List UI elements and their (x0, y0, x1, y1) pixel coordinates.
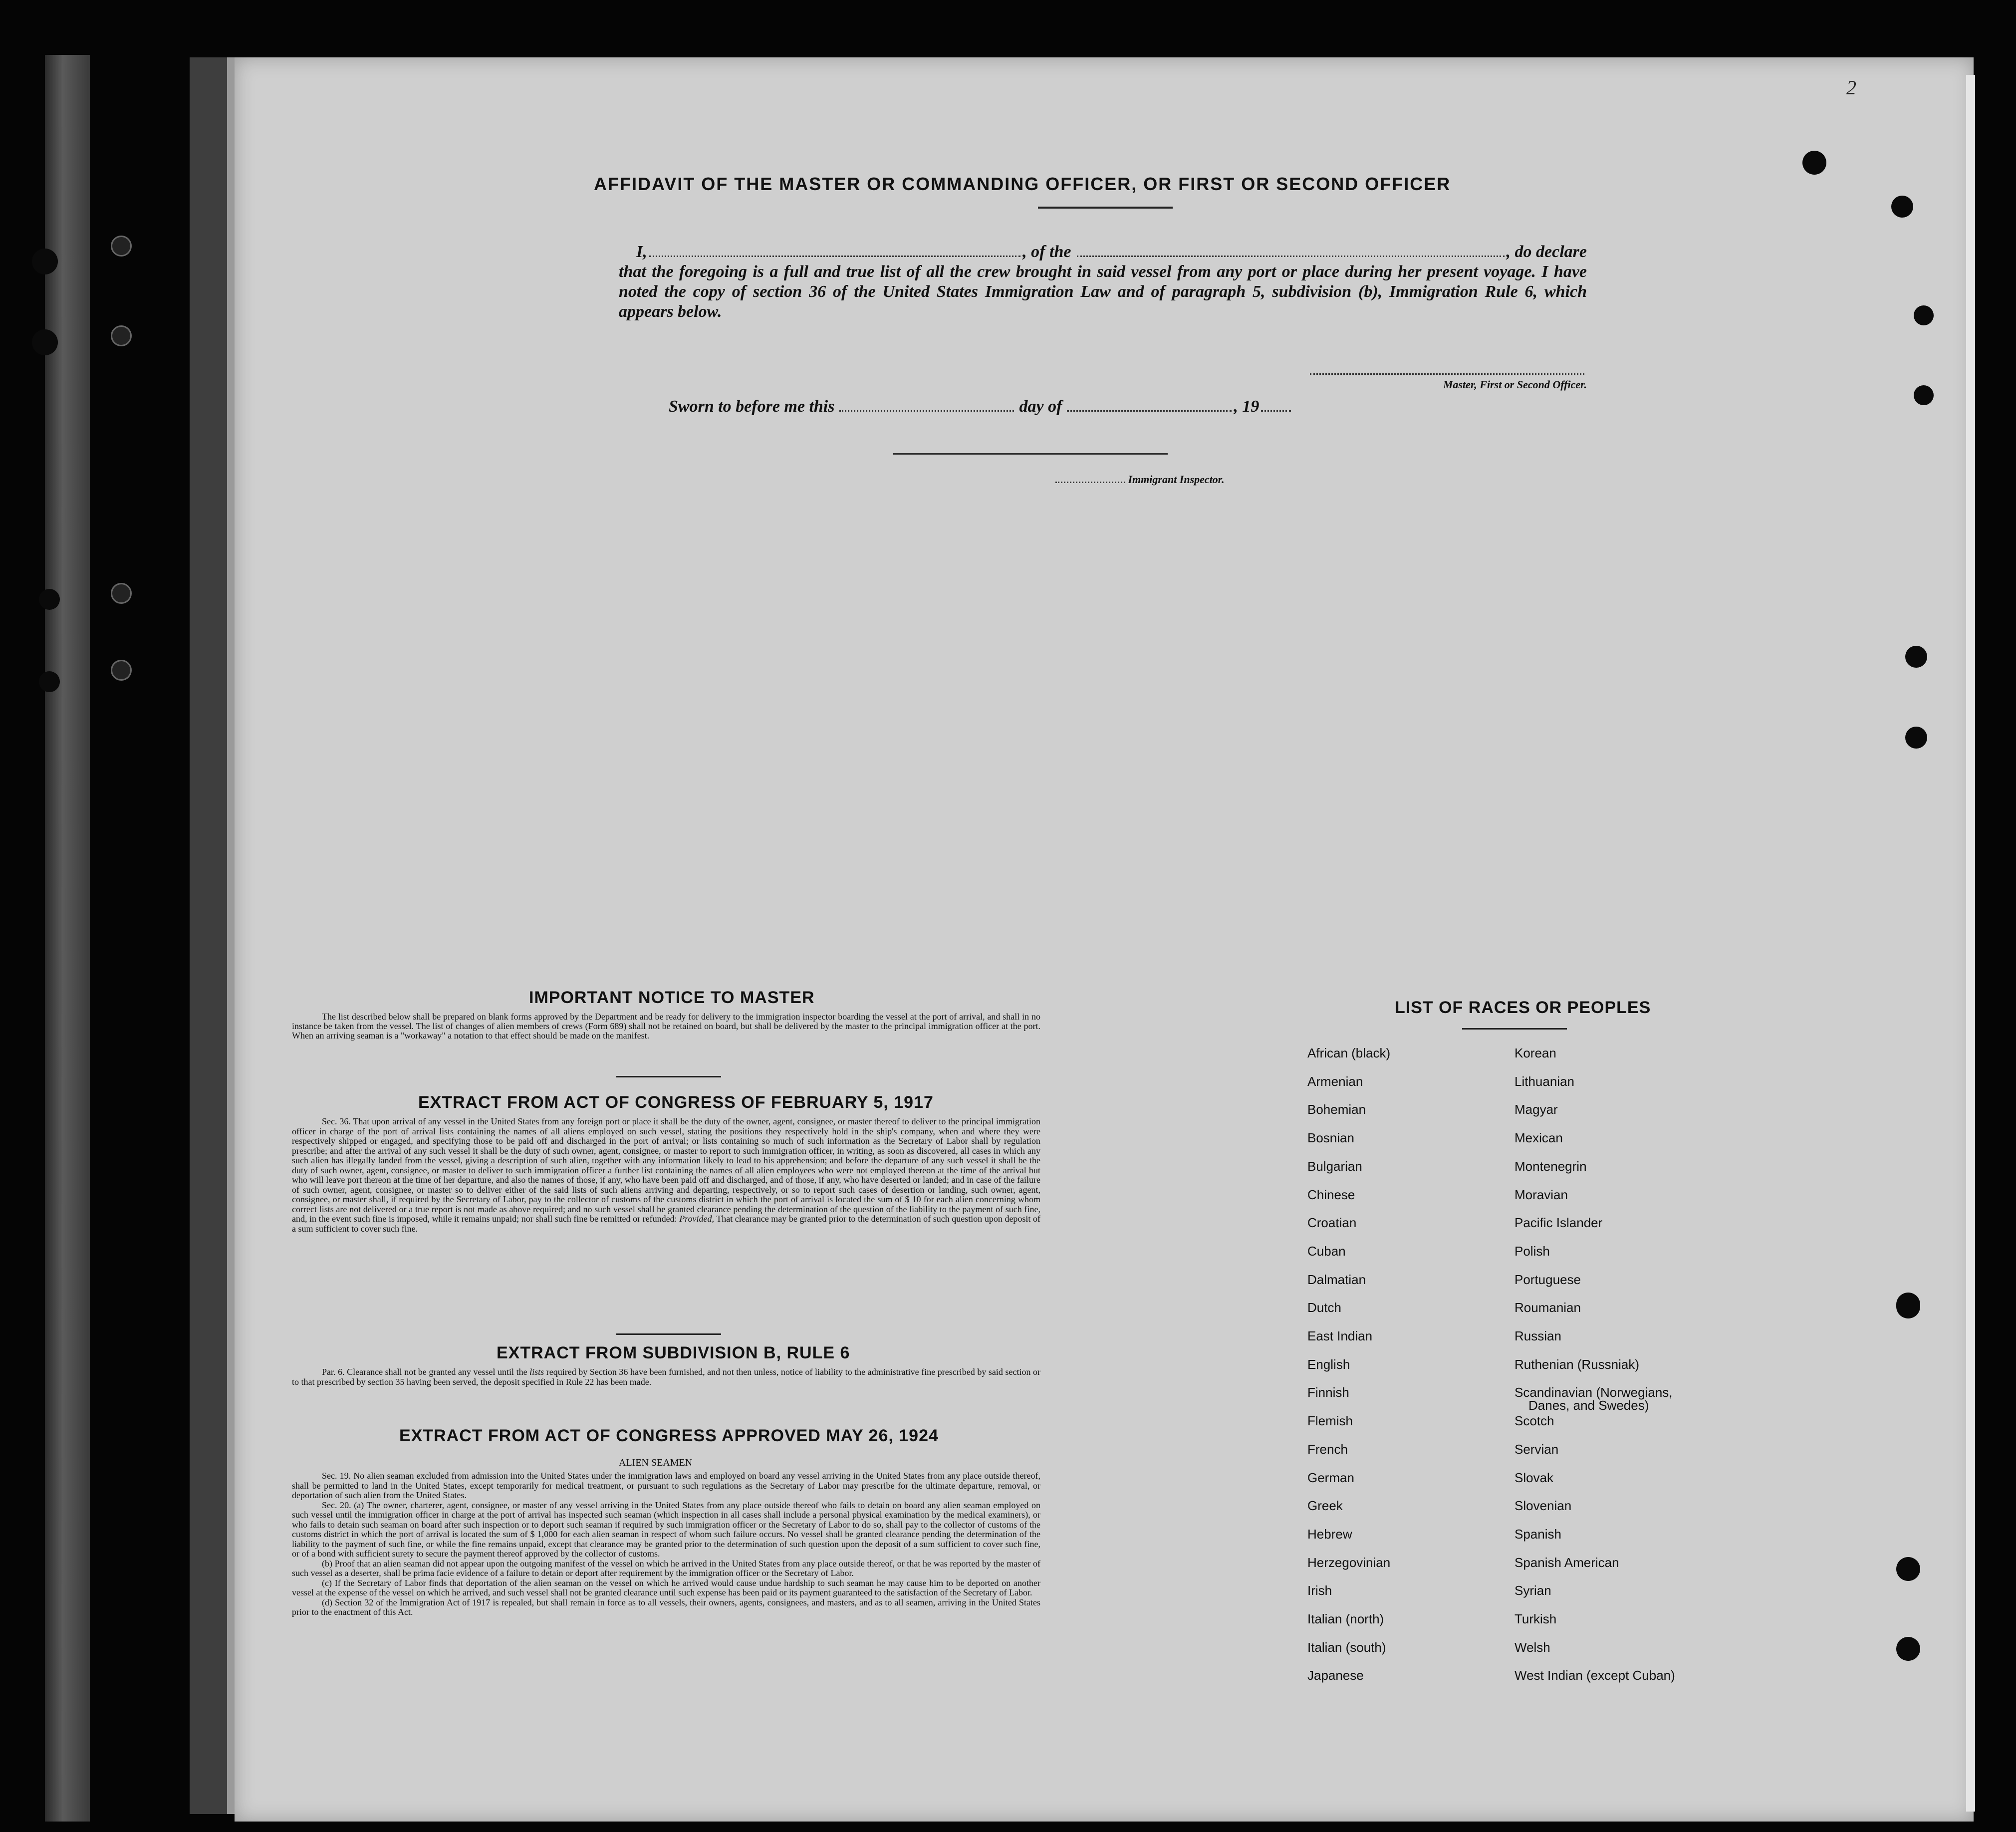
race-item: Dutch (1307, 1300, 1341, 1315)
race-item: Polish (1514, 1243, 1550, 1259)
officer-signature-field[interactable] (1310, 373, 1584, 375)
extract-1924-text (292, 1471, 1040, 1617)
punch-hole (39, 589, 60, 610)
declare-of-the: , of the (1022, 243, 1071, 261)
race-item: Magyar (1514, 1102, 1558, 1117)
races-title: LIST OF RACES OR PEOPLES (1395, 998, 1651, 1017)
race-item: African (black) (1307, 1046, 1391, 1060)
sec20a-text: Sec. 20. (a) The owner, charterer, agent, consignee, or master of any vessel arriving in the United States from any place outside thereof who fails to detain on board any alien seaman employed on such vessel until the immigration officer in charge at the port of arrival has inspected such seaman (which inspection in all cases shall include a personal physical examination by the medical examiners), or who fails to detain such seaman on board after such inspection or to deport such seaman if required by such immigration officer or the Secretary of Labor to do so, shall pay to the collector of customs of the customs district in which the port of arrival is located the sum of $ 1,000 for each alien seaman in respect of whom such failure occurs. No vessel shall be granted clearance pending the determination of the liability to the payment of such fine, or while the fine remains unpaid, except that clearance may be granted prior to the determination of such question upon the deposit of a sum sufficient to cover such fine, or of a bond with sufficient surety to secure the payment thereof approved by the collector of customs. (292, 1500, 1040, 1559)
inspector-label: Immigrant Inspector. (1128, 473, 1225, 486)
race-item: Korean (1514, 1046, 1556, 1060)
sworn-year-field[interactable] (1261, 410, 1291, 412)
inspector-label-row (1055, 473, 1225, 486)
punch-hole (32, 329, 58, 355)
affidavit-statement: that the foregoing is a full and true list of all the crew brought in said vessel from any port or place during her present voyage. I have noted the copy of section 36 of the United States Immigration Law and of paragraph 5, subdivision (b), Immigration Rule 6, which appears below. (619, 262, 1587, 321)
race-item: Dalmatian (1307, 1272, 1366, 1287)
race-item: Turkish (1514, 1611, 1557, 1626)
punch-hole (1891, 196, 1913, 218)
punch-hole (1905, 727, 1927, 749)
inspector-dots (1055, 482, 1125, 483)
punch-hole (1905, 646, 1927, 668)
race-item: Scotch (1514, 1413, 1554, 1429)
sec36-text: Sec. 36. That upon arrival of any vessel in the United States from any foreign port or place it shall be the duty of the owner, agent, consignee, or master thereof to deliver to the principal immigration officer in charge of the port of arrival lists containing the names of all aliens employed on such vessel, stating the positions they respectively hold in the ship's company, when and where they were respectively shipped or engaged, and specifying those to be paid off and discharged in the port of arrival; or lists containing so much of such information as the Secretary of Labor shall by regulation prescribe; and after the arrival of any such vessel it shall be the duty of such owner, agent, consignee, or master to report to such immigration officer, in writing, as soon as discovered, all cases in which any such alien has illegally landed from the vessel, giving a description of such alien, together with any information likely to lead to his apprehension; and before the departure of any such vessel it shall be the duty of such owner, agent, consignee, or master to deliver to such immigration officer a further list containing the names of all alien employees who were not employed thereon at the time of the arrival but who will leave port thereon at the time of her departure, and also the names of those, if any, who have been paid off and discharged, and of those, if any, who have deserted or landed; and in case of the failure of such owner, agent, consignee, or master so to deliver either of the said lists of such aliens arriving and departing, respectively, or so to report such cases of desertion or landing, such owner, agent, consignee, or master shall, if required by the Secretary of Labor, pay to the collector of customs of the customs district in which the port of arrival is located the sum of $ 10 for each alien concerning whom correct lists are not delivered or a true report is not made as above required; and no such vessel shall be granted clearance pending the determination of the question of the liability to the payment of such fine, and, in the event such fine is imposed, while it remains unpaid; nor shall such fine be remitted or refunded: (292, 1116, 1040, 1224)
par6-text: Par. 6. Clearance shall not be granted any vessel until the (322, 1367, 527, 1377)
race-item: Italian (north) (1307, 1611, 1384, 1626)
race-item: Herzegovinian (1307, 1555, 1391, 1570)
race-item: Spanish American (1514, 1555, 1619, 1570)
punch-hole (1896, 1295, 1920, 1318)
affidavit-title: AFFIDAVIT OF THE MASTER OR COMMANDING OFFICER, OR FIRST OR SECOND OFFICER (594, 174, 1451, 194)
page-rear-edge (1966, 75, 1975, 1812)
race-item: Slovak (1514, 1470, 1554, 1485)
race-item: Syrian (1514, 1583, 1551, 1598)
sec36-text-end: That clearance may be granted prior to the determination of such question upon deposit of a sum sufficient to cover such fine. (292, 1214, 1040, 1234)
sec20d-text: (d) Section 32 of the Immigration Act of 1917 is repealed, but shall remain in force as to all vessels, their owners, agents, consignees, and masters, and as to all seamen, arriving in the United States prior to the enactment of this Act. (292, 1597, 1040, 1617)
punch-hole (1896, 1557, 1920, 1581)
race-item: Pacific Islander (1514, 1215, 1603, 1231)
extract-1924-title: EXTRACT FROM ACT OF CONGRESS APPROVED MAY 26, 1924 (399, 1426, 939, 1445)
sworn-year: , 19 (1234, 397, 1260, 416)
race-item: Italian (south) (1307, 1639, 1386, 1655)
race-item: Hebrew (1307, 1526, 1352, 1542)
extract-1917-title: EXTRACT FROM ACT OF CONGRESS OF FEBRUARY 5, 1917 (418, 1093, 934, 1112)
sheet-number: 2 (1846, 76, 1856, 99)
race-item: Croatian (1307, 1215, 1357, 1231)
punch-hole (111, 325, 132, 346)
race-item: Mexican (1514, 1130, 1563, 1146)
notice-title: IMPORTANT NOTICE TO MASTER (529, 988, 815, 1007)
sec20b-text: (b) Proof that an alien seaman did not appear upon the outgoing manifest of the vessel on which he arrived in the United States from any place outside thereof, or that he was reported by the master of such vessel as a deserter, shall be prima facie evidence of a failure to detain or deport after requirement by the immigration officer or the Secretary of Labor. (292, 1558, 1040, 1578)
sworn-line (669, 397, 1347, 416)
sworn-day-of: day of (1019, 397, 1062, 416)
par6-text-end: required by Section 36 have been furnished, and not then unless, notice of liability to the administrative fine prescribed by said section or to that prescribed by section 35 having been served, the deposit specified in Rule 22 has been made. (292, 1367, 1041, 1387)
race-item: Bulgarian (1307, 1158, 1362, 1174)
race-item: Russian (1514, 1328, 1561, 1343)
punch-hole (32, 249, 58, 274)
race-item: Spanish (1514, 1526, 1561, 1542)
vessel-field[interactable] (1077, 256, 1504, 257)
race-item: English (1307, 1356, 1350, 1372)
punch-hole (111, 236, 132, 257)
race-item: French (1307, 1441, 1348, 1457)
punch-hole (111, 660, 132, 681)
provided-word: Provided, (679, 1214, 714, 1224)
sec19-text: Sec. 19. No alien seaman excluded from admission into the United States under the immigration laws and employed on board any vessel arriving in the United States from any place outside thereof, shall be permitted to land in the United States, except temporarily for medical treatment, or pursuant to such regulations as the Secretary of Labor may prescribe for the ultimate departure, removal, or deportation of such alien from the United States. (292, 1471, 1040, 1500)
race-item: West Indian (except Cuban) (1514, 1668, 1675, 1683)
alien-seamen-subtitle: ALIEN SEAMEN (619, 1457, 693, 1468)
extract-1917-text (292, 1117, 1040, 1234)
race-item: Finnish (1307, 1385, 1349, 1400)
race-item: Roumanian (1514, 1300, 1581, 1315)
punch-hole (1914, 385, 1934, 405)
race-item: Bohemian (1307, 1102, 1366, 1117)
officer-signature-label: Master, First or Second Officer. (1443, 378, 1587, 391)
section-rule (616, 1333, 721, 1335)
punch-hole (39, 671, 60, 692)
punch-hole (1802, 151, 1826, 175)
race-item: Bosnian (1307, 1130, 1354, 1146)
race-item: Servian (1514, 1441, 1559, 1457)
race-item: Chinese (1307, 1187, 1355, 1202)
race-item: Moravian (1514, 1187, 1568, 1202)
lists-word: lists (529, 1367, 544, 1377)
declaration-line (619, 242, 1587, 262)
race-item: Slovenian (1514, 1498, 1572, 1514)
race-item: East Indian (1307, 1328, 1373, 1343)
race-item: Japanese (1307, 1668, 1364, 1683)
race-item: Montenegrin (1514, 1158, 1587, 1174)
extract-rule6-title: EXTRACT FROM SUBDIVISION B, RULE 6 (497, 1343, 850, 1362)
race-item: Greek (1307, 1498, 1343, 1514)
sworn-prefix: Sworn to before me this (669, 397, 835, 416)
sworn-month-field[interactable] (1067, 410, 1232, 412)
section-rule (616, 1076, 721, 1077)
race-item: Lithuanian (1514, 1073, 1574, 1089)
binding-strip (45, 55, 90, 1822)
extract-rule6-text (292, 1367, 1040, 1387)
title-rule (1038, 207, 1173, 209)
name-field[interactable] (649, 256, 1020, 257)
declare-end: , do declare (1506, 243, 1587, 261)
sec20c-text: (c) If the Secretary of Labor finds that deportation of the alien seaman on the vessel on which he arrived would cause undue hardship to such seaman he may cause him to be deported on another vessel at the expense of the vessel on which he arrived, and such vessel shall not be granted clearance until such expense has been paid or its payment guaranteed to the satisfaction of the Secretary of Labor. (292, 1577, 1040, 1597)
race-item: Flemish (1307, 1413, 1353, 1429)
punch-hole (1914, 305, 1934, 325)
notice-text: The list described below shall be prepared on blank forms approved by the Department and be ready for delivery to the immigration inspector boarding the vessel at the port of arrival, and shall in no instance be taken from the vessel. The list of changes of alien members of crews (Form 689) shall not be retained on board, but shall be delivered by the master to the principal immigration officer at the port. When an arriving seaman is a "workaway" a notation to that effect should be made on the manifest. (292, 1012, 1040, 1041)
race-item: Cuban (1307, 1243, 1346, 1259)
race-item: Welsh (1514, 1639, 1550, 1655)
declare-I: I, (636, 243, 647, 261)
race-item: German (1307, 1470, 1354, 1485)
races-rule (1462, 1028, 1567, 1030)
race-item: Danes, and Swedes) (1528, 1398, 1649, 1413)
punch-hole (1896, 1637, 1920, 1661)
race-item: Scandinavian (Norwegians, (1514, 1385, 1673, 1400)
race-item: Armenian (1307, 1073, 1363, 1089)
affidavit-body (619, 242, 1587, 322)
sworn-day-field[interactable] (839, 410, 1014, 412)
race-item: Ruthenian (Russniak) (1514, 1356, 1640, 1372)
punch-hole (111, 583, 132, 604)
race-item: Portuguese (1514, 1272, 1581, 1287)
race-item: Irish (1307, 1583, 1332, 1598)
inspector-signature-field[interactable] (893, 453, 1168, 455)
